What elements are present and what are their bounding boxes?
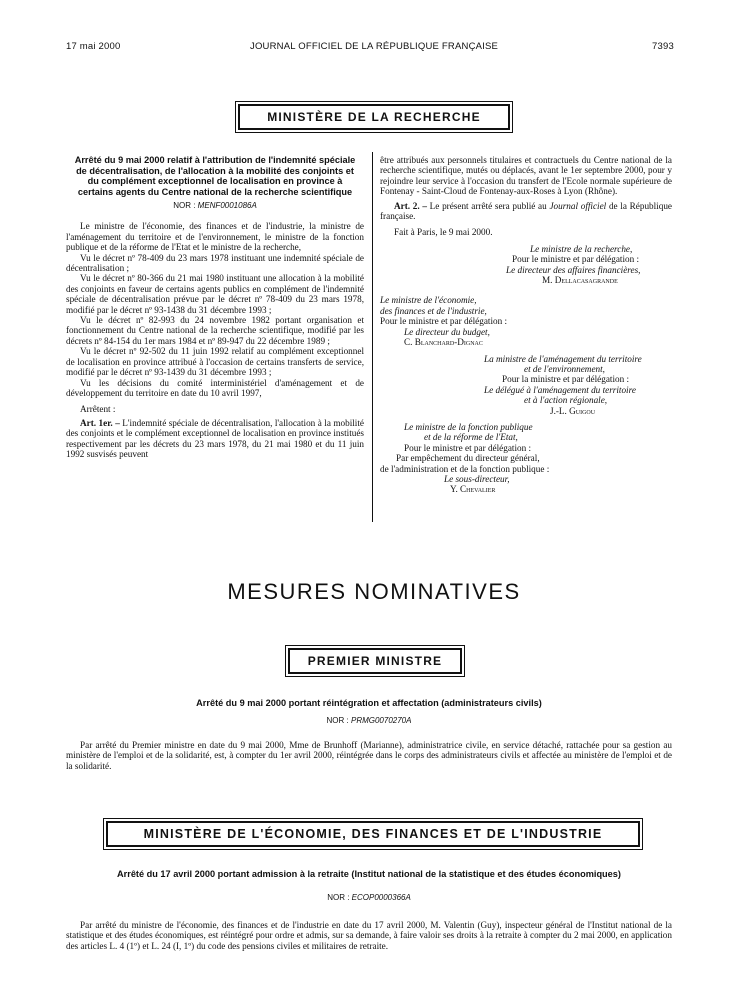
paragraph: Par arrêté du ministre de l'économie, des finances et de l'industrie en date du 17 avril 2000, M. Valentin (Guy), inspecteur général de l'Institut national de la statistique et des études économiques, est réintégré pour ordre et admis, sur sa demande, à faire valoir ses droits à la retraite à compter du 2 mai 2000, en application des articles L. 4 (1º) et L. 24 (I, 1º) du code des pensions civiles et militaires de retraite. <box>66 920 672 951</box>
article-2-journal: Journal officiel <box>549 200 607 211</box>
section-box-recherche <box>238 104 510 130</box>
nor-premier-ministre <box>66 716 672 725</box>
sig-line: Pour la ministre et par délégation : <box>502 374 630 385</box>
body-economie <box>66 920 672 951</box>
visa-paragraph: Le ministre de l'économie, des finances et de l'industrie, la ministre de l'aménagement du territoire et de l'environnement, le ministre de la fonction publique et de la réforme de l'Etat et le ministre de la recherche, <box>66 221 364 253</box>
header-date: 17 mai 2000 <box>66 41 121 52</box>
sig-line: Le ministre de l'économie, <box>380 295 477 306</box>
article-1-text: L'indemnité spéciale de décentralisation, l'allocation à la mobilité des conjoints et le complément exceptionnel de localisation en province institués respectivement par les décrets du 23 mars 1978, du 21 mai 1980 et du 11 juin 1992 susvisés peuvent <box>66 417 364 459</box>
sig-line: Le sous-directeur, <box>444 473 510 484</box>
arretent: Arrêtent : <box>80 404 116 415</box>
article-2-text-a: Le présent arrêté sera publié au <box>429 200 547 211</box>
sig-line: Par empêchement du directeur général, <box>396 453 540 464</box>
article-2-text-b: de la République française. <box>380 200 672 222</box>
arrete-title-economie: Arrêté du 17 avril 2000 portant admission à la retraite (Institut national de la statistique et des études économiques) <box>117 869 621 879</box>
visa-paragraph: Vu le décret nº 80-366 du 21 mai 1980 instituant une allocation à la mobilité des conjoints en faveur de certains agents publics en complément de l'indemnité spéciale de décentralisation prévue par le décret nº 78-409 du 23 mars 1978, modifié par le décret nº 93-1438 du 31 décembre 1993 ; <box>66 273 364 315</box>
fait-a-paris: Fait à Paris, le 9 mai 2000. <box>394 227 493 238</box>
sig-line: Pour le ministre et par délégation : <box>512 254 640 265</box>
section-title-economie: MINISTÈRE DE L'ÉCONOMIE, DES FINANCES ET DE L'INDUSTRIE <box>143 827 603 841</box>
section-title-premier-ministre: PREMIER MINISTRE <box>307 654 443 668</box>
left-column <box>66 155 364 459</box>
sig-line: Le directeur des affaires financières, <box>506 264 641 275</box>
article-2 <box>380 201 672 222</box>
sig-line: Le délégué à l'aménagement du territoire <box>484 384 636 395</box>
nor-label: NOR : <box>326 716 349 725</box>
visa-paragraph: Vu le décret nº 78-409 du 23 mars 1978 instituant une indemnité spéciale de décentralisation ; <box>66 252 364 274</box>
sig-line: Pour le ministre et par délégation : <box>404 442 532 453</box>
nor-recherche <box>66 201 364 211</box>
signature-block-fonction-publique <box>380 422 672 495</box>
article-1 <box>66 418 364 460</box>
sig-line: La ministre de l'aménagement du territoire <box>484 353 642 364</box>
signature-block-recherche <box>380 244 672 286</box>
nor-code: ECOP0000366A <box>351 893 411 902</box>
section-box-premier-ministre <box>288 648 462 674</box>
sig-line: et de l'environnement, <box>524 363 605 374</box>
sig-line: des finances et de l'industrie, <box>380 305 487 316</box>
nor-code: PRMG0070270A <box>350 716 412 725</box>
nor-economie <box>66 893 672 902</box>
sig-name: C. Blanchard-Dignac <box>404 337 483 348</box>
nor-code: MENF0001086A <box>197 201 257 210</box>
sig-name: J.-L. Guigou <box>550 405 596 416</box>
article-1-label: Art. 1er. – <box>80 417 120 428</box>
arrete-title-premier-ministre: Arrêté du 9 mai 2000 portant réintégration et affectation (administrateurs civils) <box>196 698 542 708</box>
section-title-recherche: MINISTÈRE DE LA RECHERCHE <box>267 110 481 124</box>
sig-line: Le ministre de la recherche, <box>530 243 633 254</box>
right-column <box>380 155 672 495</box>
visa-paragraph: Vu le décret nº 82-993 du 24 novembre 1982 portant organisation et fonctionnement du Centre national de la recherche scientifique, modifié par les décrets nº 84-154 du 1er mars 1984 et nº 89-947 du 22 décembre 1989 ; <box>66 315 364 346</box>
signature-block-economie <box>380 295 672 347</box>
sig-line: Pour le ministre et par délégation : <box>380 316 508 327</box>
nor-label: NOR : <box>327 893 350 902</box>
visa-paragraph: Vu le décret nº 92-502 du 11 juin 1992 relatif au complément exceptionnel de localisation en province attribué à l'occasion de certains transferts de service, modifié par le décret nº 93-1439 du 31 décembre 1993 ; <box>66 346 364 378</box>
sig-name: M. Dellacasagrande <box>542 275 618 286</box>
sig-line: Le ministre de la fonction publique <box>404 421 533 432</box>
article-1-continuation: être attribués aux personnels titulaires et contractuels du Centre national de la recherche scientifique, mutés ou déplacés, avant le 1er septembre 2000, pour y rejoindre leur service à l'occasion du transfert de l'Ecole normale supérieure de Fontenay - Saint-Cloud de Fontenay-aux-Roses à Lyon (Rhône). <box>380 155 672 197</box>
paragraph: Par arrêté du Premier ministre en date du 9 mai 2000, Mme de Brunhoff (Marianne), administratrice civile, en service détaché, rattachée pour sa gestion au ministère de l'emploi et de la solidarité, est, à compter du 1er avril 2000, réintégrée dans le corps des administrateurs civils et affectée au ministère de l'emploi et de la solidarité. <box>66 740 672 771</box>
header-journal-title: JOURNAL OFFICIEL DE LA RÉPUBLIQUE FRANÇAISE <box>250 41 499 52</box>
signature-block-amenagement <box>380 354 672 416</box>
sig-line: et à l'action régionale, <box>524 395 608 406</box>
arrete-title-recherche: Arrêté du 9 mai 2000 relatif à l'attribution de l'indemnité spéciale de décentralisation, de l'allocation à la mobilité des conjoints et du complément exceptionnel de localisation en province à certains agents du Centre national de la recherche scientifique <box>74 155 356 197</box>
sig-line: de l'administration et de la fonction publique : <box>380 463 550 474</box>
sig-line: et de la réforme de l'Etat, <box>424 432 518 443</box>
section-box-economie <box>106 821 640 847</box>
column-divider <box>372 152 373 522</box>
sig-line: Le directeur du budget, <box>404 326 490 337</box>
sig-name: Y. Chevalier <box>450 484 496 495</box>
visa-paragraph: Vu les décisions du comité interministériel d'aménagement et de développement du territoire en date du 10 avril 1997, <box>66 377 364 398</box>
article-2-label: Art. 2. – <box>394 200 427 211</box>
body-premier-ministre <box>66 740 672 771</box>
mesures-nominatives-title: MESURES NOMINATIVES <box>227 579 521 604</box>
header-page-number: 7393 <box>652 41 674 52</box>
nor-label: NOR : <box>173 201 196 210</box>
